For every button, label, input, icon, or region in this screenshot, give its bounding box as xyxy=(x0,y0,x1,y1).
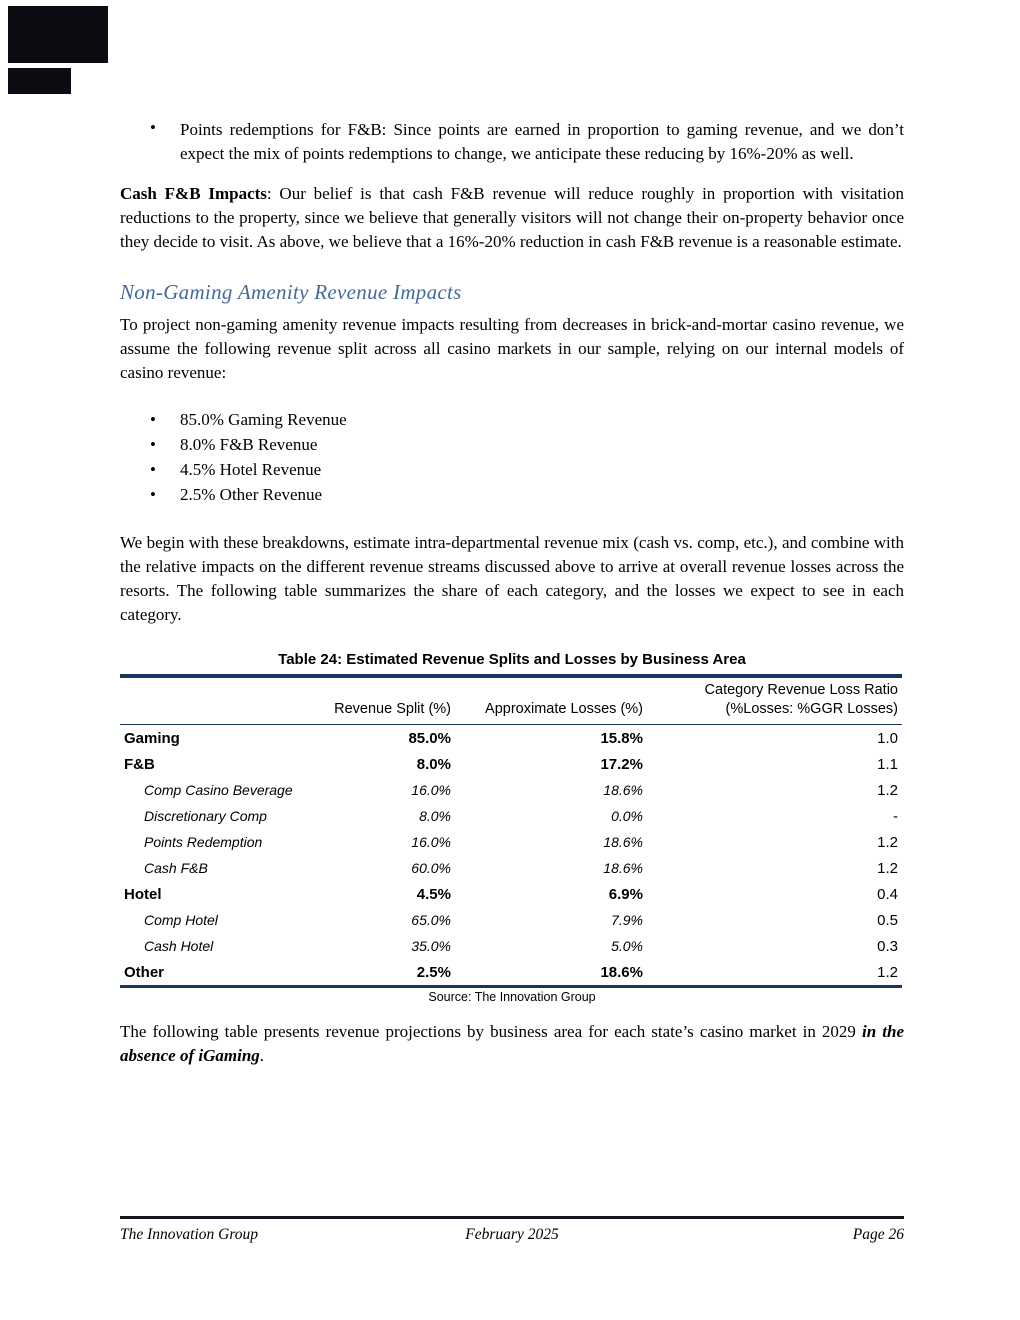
row-losses: 15.8% xyxy=(600,730,643,747)
logo-block-bottom xyxy=(8,68,71,94)
row-label: Hotel xyxy=(124,886,162,903)
section-heading: Non-Gaming Amenity Revenue Impacts xyxy=(120,280,462,304)
bullet-icon: • xyxy=(150,118,156,137)
row-losses: 17.2% xyxy=(600,756,643,773)
row-split: 85.0% xyxy=(408,730,451,747)
row-label: F&B xyxy=(124,756,155,773)
table-row xyxy=(120,933,902,959)
header-label xyxy=(120,676,330,725)
row-losses: 0.0% xyxy=(611,808,643,824)
row-ratio: 1.2 xyxy=(877,782,898,799)
header-loss-ratio xyxy=(647,676,902,725)
row-ratio: 0.3 xyxy=(877,938,898,955)
row-label: Comp Hotel xyxy=(144,912,218,928)
table-source-note: Source: The Innovation Group xyxy=(428,990,596,1004)
row-label: Comp Casino Beverage xyxy=(144,782,293,798)
list-item xyxy=(120,432,904,457)
closing-end: . xyxy=(259,1046,265,1065)
row-losses: 18.6% xyxy=(603,834,643,850)
list-item xyxy=(120,407,904,432)
list-item xyxy=(120,118,904,166)
breakdown-paragraph: We begin with these breakdowns, estimate intra-departmental revenue mix (cash vs. comp, etc.), and combine with the relative impacts on the different revenue streams discussed above to arrive at overall revenue losses across the resorts. The following table summarizes the share of each category, and the losses we expect to see in each category. xyxy=(120,533,904,624)
row-label: Points Redemption xyxy=(144,834,263,850)
table-row xyxy=(120,855,902,881)
closing-lead: The following table presents revenue projections by business area for each state’s casino market in 2029 xyxy=(120,1022,863,1041)
points-redemption-bullet-text: Points redemptions for F&B: Since points are earned in proportion to gaming revenue, and we don’t expect the mix of points redemptions to change, we anticipate these reducing by 16%-20% as well. xyxy=(180,120,904,163)
row-split: 60.0% xyxy=(411,860,451,876)
revenue-splits-table xyxy=(120,674,902,988)
cash-fb-paragraph xyxy=(120,182,904,254)
table-row xyxy=(120,777,902,803)
row-split: 16.0% xyxy=(411,834,451,850)
list-item-label: 2.5% Other Revenue xyxy=(180,485,323,504)
table-row xyxy=(120,907,902,933)
list-item-label: 85.0% Gaming Revenue xyxy=(180,410,347,429)
row-split: 8.0% xyxy=(416,756,451,773)
closing-paragraph xyxy=(120,1020,904,1068)
cash-fb-rest: : Our belief is that cash F&B revenue will reduce roughly in proportion with visitation reductions to the property, since we believe that generally visitors will not change their on-property behavior once they decide to visit. As above, we believe that a 16%-20% reduction in cash F&B revenue is a reasonable estimate. xyxy=(120,184,904,251)
table-title: Table 24: Estimated Revenue Splits and Losses by Business Area xyxy=(278,651,746,668)
row-losses: 18.6% xyxy=(603,782,643,798)
header-loss-ratio-line2: (%Losses: %GGR Losses) xyxy=(725,701,898,717)
header-loss-ratio-line1: Category Revenue Loss Ratio xyxy=(704,682,898,698)
intro-paragraph: To project non-gaming amenity revenue impacts resulting from decreases in brick-and-mortar casino revenue, we assume the following revenue split across all casino markets in our sample, relying on our internal models of casino revenue: xyxy=(120,315,904,382)
header-approximate-losses: Approximate Losses (%) xyxy=(455,676,647,725)
table-row xyxy=(120,881,902,907)
row-ratio: 1.2 xyxy=(877,834,898,851)
revenue-split-list xyxy=(120,407,904,507)
table-row xyxy=(120,725,902,752)
page-content xyxy=(120,0,904,1068)
row-label: Cash Hotel xyxy=(144,938,214,954)
row-ratio: 0.4 xyxy=(877,886,898,903)
header-revenue-split: Revenue Split (%) xyxy=(330,676,455,725)
row-label: Other xyxy=(124,964,165,981)
row-split: 65.0% xyxy=(411,912,451,928)
row-ratio: - xyxy=(893,808,898,825)
logo-block-top xyxy=(8,6,108,63)
row-ratio: 1.0 xyxy=(877,730,898,747)
page-footer xyxy=(120,1216,904,1244)
list-item-label: 4.5% Hotel Revenue xyxy=(180,460,322,479)
row-label: Cash F&B xyxy=(144,860,208,876)
row-losses: 18.6% xyxy=(603,860,643,876)
row-split: 4.5% xyxy=(416,886,451,903)
row-split: 2.5% xyxy=(416,964,451,981)
table-header-row xyxy=(120,676,902,725)
list-item xyxy=(120,482,904,507)
list-item xyxy=(120,457,904,482)
closing-emphasis: in the absence of iGaming xyxy=(120,1022,904,1065)
bullet-icon: • xyxy=(150,460,156,479)
row-ratio: 0.5 xyxy=(877,912,898,929)
table-row xyxy=(120,803,902,829)
row-label: Gaming xyxy=(124,730,180,747)
footer-company: The Innovation Group xyxy=(120,1226,259,1243)
row-losses: 7.9% xyxy=(611,912,643,928)
bullet-icon: • xyxy=(150,435,156,454)
bullet-icon: • xyxy=(150,410,156,429)
row-split: 16.0% xyxy=(411,782,451,798)
bullet-icon: • xyxy=(150,485,156,504)
row-split: 35.0% xyxy=(411,938,451,954)
row-ratio: 1.2 xyxy=(877,964,898,981)
list-item-label: 8.0% F&B Revenue xyxy=(180,435,318,454)
table-row xyxy=(120,959,902,987)
footer-page-number: Page 26 xyxy=(852,1226,904,1243)
cash-fb-lead: Cash F&B Impacts xyxy=(120,184,267,203)
table-row xyxy=(120,751,902,777)
row-losses: 18.6% xyxy=(600,964,643,981)
row-losses: 6.9% xyxy=(608,886,643,903)
row-losses: 5.0% xyxy=(611,938,643,954)
row-ratio: 1.2 xyxy=(877,860,898,877)
row-ratio: 1.1 xyxy=(877,756,898,773)
row-label: Discretionary Comp xyxy=(144,808,267,824)
table-row xyxy=(120,829,902,855)
row-split: 8.0% xyxy=(419,808,451,824)
footer-date: February 2025 xyxy=(465,1226,559,1243)
